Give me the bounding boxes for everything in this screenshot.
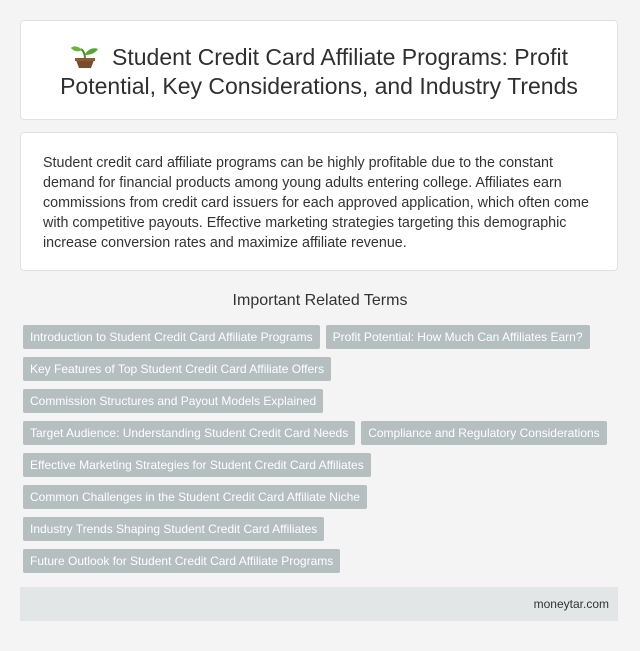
related-terms-row xyxy=(23,453,623,485)
sprout-icon xyxy=(70,44,100,68)
related-term-tag[interactable]: Common Challenges in the Student Credit Card Affiliate Niche xyxy=(23,485,367,509)
related-terms-row xyxy=(23,325,623,357)
related-terms-list xyxy=(23,325,623,581)
related-term-tag[interactable]: Compliance and Regulatory Considerations xyxy=(361,421,606,445)
related-terms-row xyxy=(23,485,623,517)
footer-site: moneytar.com xyxy=(533,597,609,611)
intro-text: Student credit card affiliate programs can be highly profitable due to the constant demand for financial products among young adults entering college. Affiliates earn commissions from credit card issuers for each approved application, which often come with competitive payouts. Effective marketing strategies targeting this demographic increase conversion rates and maximize affiliate revenue. xyxy=(43,155,589,251)
related-term-tag[interactable]: Introduction to Student Credit Card Affiliate Programs xyxy=(23,325,320,349)
related-terms-row xyxy=(23,549,623,581)
related-term-tag[interactable]: Key Features of Top Student Credit Card Affiliate Offers xyxy=(23,357,331,381)
related-term-tag[interactable]: Effective Marketing Strategies for Student Credit Card Affiliates xyxy=(23,453,371,477)
related-term-tag[interactable]: Target Audience: Understanding Student Credit Card Needs xyxy=(23,421,355,445)
related-terms-heading: Important Related Terms xyxy=(232,292,408,309)
related-terms-row xyxy=(23,357,623,389)
page-title xyxy=(47,43,591,101)
related-term-tag[interactable]: Commission Structures and Payout Models Explained xyxy=(23,389,323,413)
related-terms-row xyxy=(23,517,623,549)
related-term-tag[interactable]: Future Outlook for Student Credit Card Affiliate Programs xyxy=(23,549,340,573)
title-card xyxy=(20,20,618,120)
related-terms-row xyxy=(23,421,623,453)
related-terms-row xyxy=(23,389,623,421)
page-title-text: Student Credit Card Affiliate Programs: Profit Potential, Key Considerations, and Industry Trends xyxy=(60,44,578,99)
footer xyxy=(20,587,618,621)
related-term-tag[interactable]: Industry Trends Shaping Student Credit Card Affiliates xyxy=(23,517,324,541)
related-term-tag[interactable]: Profit Potential: How Much Can Affiliates Earn? xyxy=(326,325,590,349)
intro-card xyxy=(20,132,618,271)
